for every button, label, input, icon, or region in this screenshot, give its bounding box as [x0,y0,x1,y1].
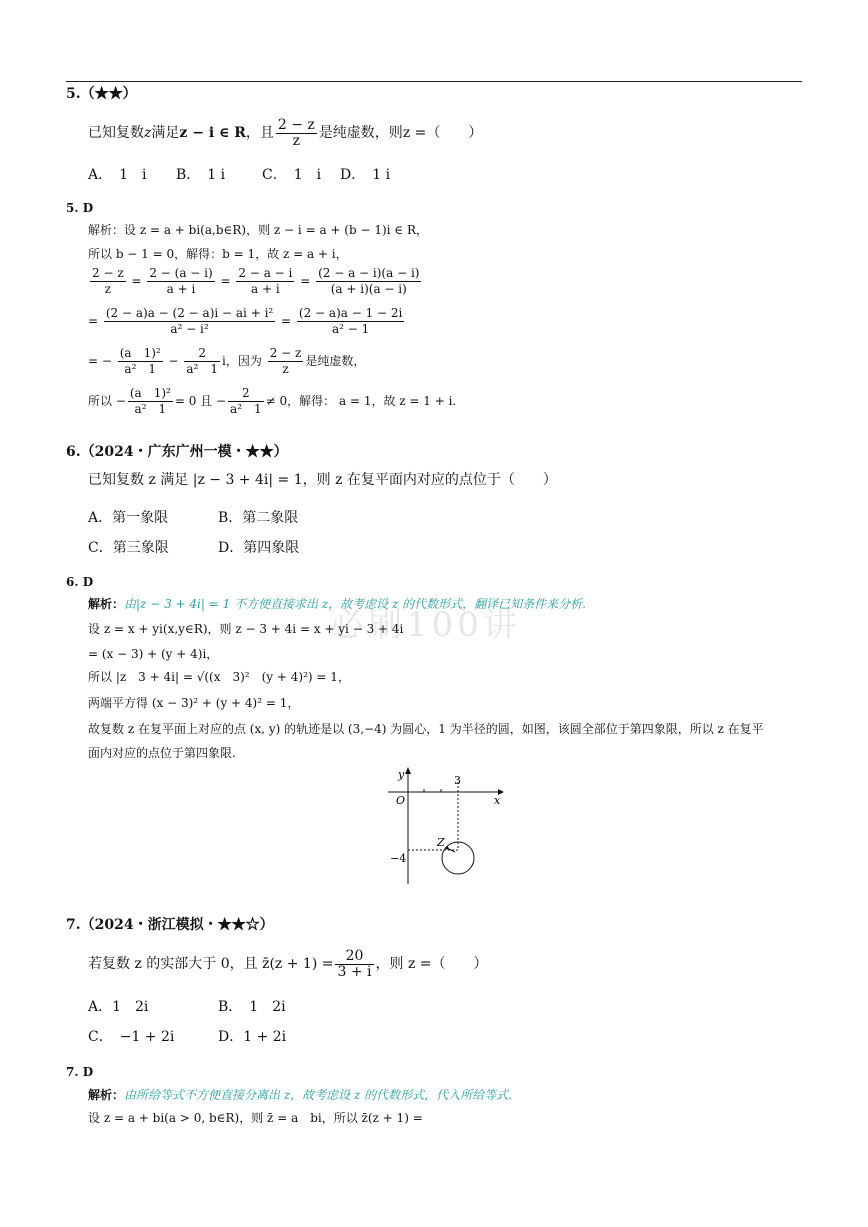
a7-line1: 设 z = a + bi(a > 0, b∈R)，则 z̄ = a bi，所以 z̄(z + 1) = [88,1111,423,1125]
q7-option-a: A．1 2i [88,999,149,1015]
a6-line2: = (x − 3) + (y + 4)i， [88,647,219,661]
q7-option-d: D．1 + 2i [218,1029,287,1045]
q7-option-c: C． −1 + 2i [88,1029,175,1045]
a5-line4: = $\frac{\text{(2 − a)a − (2 − a)i − ai + i²}}{\text{a² − i²}}$ = $\frac{(2 - a)a - 1 - 2i}{\text{a² − 1}}$ [88,306,403,336]
q5-option-c: C． 1 i [262,167,322,183]
a5-header: 5. D [66,201,94,215]
q5-stem: 已知复数z满足z − i ∈ R，且 $\frac{2 - z}{z}$ 是纯虚数，则z =（ ） [88,116,483,149]
a5-line5: = − $\frac{\text{(a 1)²}}{\text{a² 1}}$ − $\frac{2}{\text{a² 1}}$ i，因为 $\frac{2 - z}{z}$ 是纯虚数， [88,346,366,376]
a6-header: 6. D [66,575,94,589]
a6-line1: 设 z = x + yi(x,y∈R)，则 z − 3 + 4i = x + yi − 3 + 4i [88,622,404,636]
q6-option-d: D．第四象限 [218,540,300,556]
x-label: x [494,794,501,807]
a5-line2: 所以 b − 1 = 0，解得：b = 1，故 z = a + i， [88,247,348,261]
a5-line1: 解析：设 z = a + bi(a,b∈R)，则 z − i = a + (b − 1)i ∈ R， [88,223,429,237]
a6-line4: 两端平方得 (x − 3)² + (y + 4)² = 1， [88,696,300,710]
q5-option-b: B． 1 i [176,167,226,183]
y-tick-label: −4 [390,852,407,865]
y-label: y [398,768,405,781]
origin-label: O [396,794,406,807]
q6-option-a: A．第一象限 [88,510,169,526]
q5-header: 5.（★★） [66,86,137,102]
y-axis-arrow [405,767,411,774]
x-tick-label: 3 [454,774,461,787]
q7-option-b: B． 1 2i [218,999,286,1015]
circle-diagram [380,762,510,890]
a7-hint-line: 解析：由所给等式不方便直接分离出 z，故考虑设 z 的代数形式，代入所给等式. [88,1088,512,1102]
a6-line6: 面内对应的点位于第四象限. [88,746,236,760]
a6-line5: 故复数 z 在复平面上对应的点 (x, y) 的轨迹是以 (3,−4) 为圆心，1 为半径的圆，如图，该圆全部位于第四象限，所以 z 在复平 [88,722,764,736]
top-rule [66,81,802,82]
q7-stem: 若复数 z 的实部大于 0，且 z̄(z + 1) = $\frac{20}{3 + i}$ ，则 z =（ ） [88,947,488,980]
point-label: Z [437,836,445,849]
q6-stem: 已知复数 z 满足 |z − 3 + 4i| = 1，则 z 在复平面内对应的点位于（ ） [88,472,557,488]
q5-option-d: D． 1 i [340,167,391,183]
a5-line3: $\frac{2 - z}{z}$ = $\frac{2 - (a - i)}{a + i}$ = $\frac{2 - a - i}{a + i}$ = $\frac{(2 - a - i)(a - i)}{(a + i)(a - i)}$ [92,266,420,296]
q5-option-a: A． 1 i [88,167,147,183]
a5-line6: 所以 − $\frac{\text{(a 1)²}}{\text{a² 1}}$ = 0 且 − $\frac{2}{\text{a² 1}}$ ≠ 0，解得： a = 1，故 z = 1 + i. [88,386,457,416]
a6-hint-line: 解析：由|z − 3 + 4i| = 1 不方便直接求出 z，故考虑设 z 的代数形式，翻译已知条件来分析. [88,597,586,611]
a7-header: 7. D [66,1065,94,1079]
q6-option-c: C．第三象限 [88,540,169,556]
a6-line3: 所以 |z 3 + 4i| = √((x 3)² (y + 4)²) = 1， [88,670,350,684]
q6-header: 6.（2024・广东广州一模・★★） [66,444,288,460]
watermark: 必刷100讲 [330,605,521,645]
q6-option-b: B．第二象限 [218,510,299,526]
q7-header: 7.（2024・浙江模拟・★★☆） [66,917,274,933]
